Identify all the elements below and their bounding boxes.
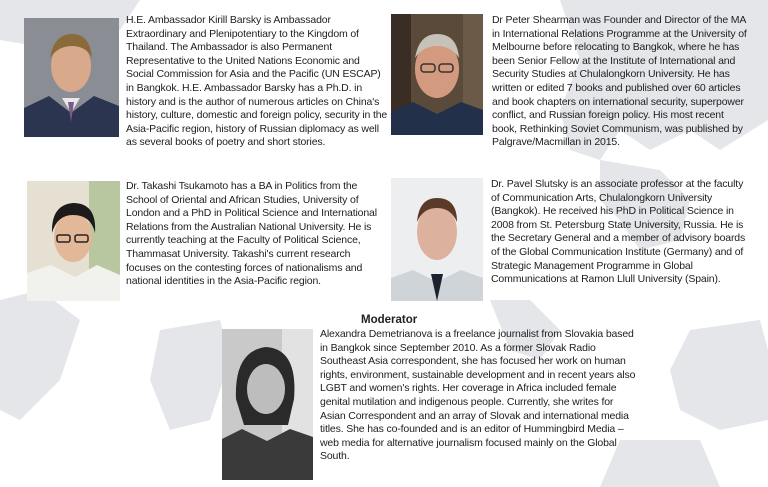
speaker-bio-tsukamoto: Dr. Takashi Tsukamoto has a BA in Politics from the School of Oriental and African Studies, University of London and a PhD in Political Science and International Relations from the Australian National University. He is currently teaching at the Faculty of Political Science, Thammasat University. Takashi's current research focuses on the contesting forces of nationalisms and national identities in the Asia-Pacific region. bbox=[126, 180, 377, 288]
portrait-image bbox=[391, 178, 483, 301]
speaker-bio-slutsky: Dr. Pavel Slutsky is an associate professor at the faculty of Communication Arts, Chulalongkorn University (Bangkok). He received his PhD in Political Science in 2008 from St. Petersburg State University, Russia. He is the Secretary General and a member of advisory boards of the Global Communication Institute (Germany) and of Strategic Management Programme in Global Communications at Ramon Llull University (Spain). bbox=[491, 178, 746, 286]
portrait-image bbox=[24, 18, 119, 137]
moderator-photo bbox=[222, 329, 313, 480]
moderator-heading: Moderator bbox=[361, 314, 418, 326]
speaker-photo-tsukamoto bbox=[27, 181, 120, 301]
speaker-photo-barsky bbox=[24, 18, 119, 137]
speaker-photo-slutsky bbox=[391, 178, 483, 301]
portrait-image bbox=[222, 329, 313, 480]
speaker-photo-shearman bbox=[391, 14, 483, 135]
moderator-bio: Alexandra Demetrianova is a freelance journalist from Slovakia based in Bangkok since September 2010. As a former Slovak Radio Southeast Asia correspondent, she has focused her work on human rights, environment, sustainable development and in recent years also LGBT and women's rights. Her coverage in Africa included female genital mutilation and indigenous people. Currently, she writes for Asian Correspondent and an array of Slovak and international media titles. She has co-founded and is an editor of Hummingbird Media – web media for alternative journalism focused mainly on the Global South. bbox=[320, 328, 636, 463]
portrait-image bbox=[27, 181, 120, 301]
portrait-image bbox=[391, 14, 483, 135]
speaker-bio-shearman: Dr Peter Shearman was Founder and Director of the MA in International Relations Programme at the University of Melbourne before relocating to Bangkok, where he has been Senior Fellow at the Institute of International and Security Studies at Chulalongkorn University. He has written or edited 7 books and published over 60 articles and book chapters on international security, superpower conflict, and Russian foreign policy. His most recent book, Rethinking Soviet Communism, was published by Palgrave/Macmillan in 2015. bbox=[492, 14, 747, 149]
speaker-bio-barsky: H.E. Ambassador Kirill Barsky is Ambassador Extraordinary and Plenipotentiary to the Kingdom of Thailand. The Ambassador is also Permanent Representative to the United Nations Economic and Social Commission for Asia and the Pacific (UN ESCAP) in Bangkok. H.E. Ambassador Barsky has a Ph.D. in history and is the author of numerous articles on China's history, culture, domestic and foreign policy, security in the Asia-Pacific region, history of Russian diplomacy as well as several books of poetry and short stories. bbox=[126, 14, 388, 149]
